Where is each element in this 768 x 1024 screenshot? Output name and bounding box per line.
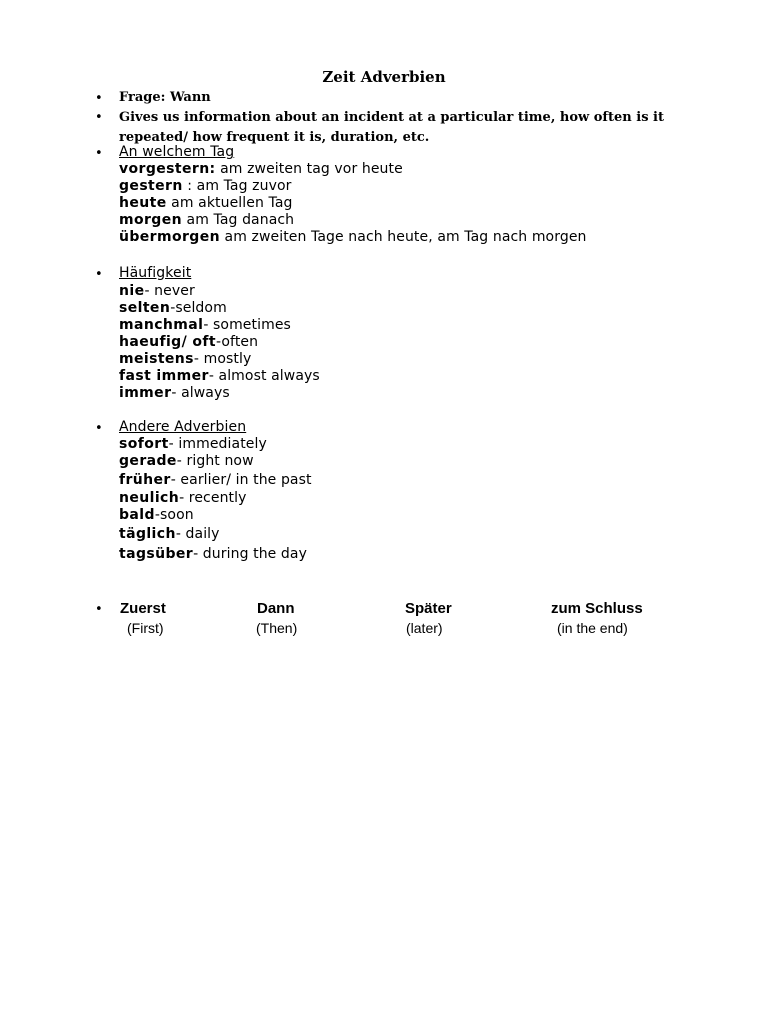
term: übermorgen (119, 229, 220, 245)
frage-line: Frage: Wann (119, 90, 211, 105)
list-item (119, 334, 258, 350)
sequence-word: zum Schluss (551, 600, 643, 617)
term: vorgestern: (119, 161, 216, 177)
bullet-haeufigkeit: • (95, 267, 103, 282)
definition: - almost always (208, 368, 320, 384)
term: haeufig/ oft (119, 334, 216, 350)
list-item (119, 546, 307, 562)
info-line-2: repeated/ how frequent it is, duration, etc. (119, 130, 430, 145)
definition: -often (215, 334, 259, 350)
info-line-1: Gives us information about an incident at a particular time, how often is it (119, 110, 664, 125)
term: selten (119, 300, 171, 316)
sequence-meaning: (First) (127, 620, 164, 636)
sequence-word: Zuerst (120, 600, 166, 617)
list-item (119, 178, 291, 194)
list-item (119, 317, 291, 333)
definition: - sometimes (203, 317, 291, 333)
list-item (119, 300, 227, 316)
definition: - immediately (168, 436, 267, 452)
definition: am aktuellen Tag (166, 195, 293, 211)
term: neulich (119, 490, 180, 506)
term: fast immer (119, 368, 209, 384)
list-item (119, 507, 194, 523)
term: manchmal (119, 317, 204, 333)
sequence-meaning: (later) (406, 620, 443, 636)
bullet-tag: • (95, 146, 103, 161)
section-heading-tag: An welchem Tag (119, 144, 235, 160)
term: früher (119, 472, 171, 488)
definition: - during the day (193, 546, 307, 562)
definition: - earlier/ in the past (170, 472, 312, 488)
list-item (119, 283, 195, 299)
term: sofort (119, 436, 169, 452)
definition: - recently (179, 490, 247, 506)
definition: - mostly (193, 351, 252, 367)
term: morgen (119, 212, 182, 228)
page-title: Zeit Adverbien (322, 68, 446, 86)
list-item (119, 436, 267, 452)
list-item (119, 385, 230, 401)
term: nie (119, 283, 145, 299)
definition: -seldom (170, 300, 227, 316)
term: täglich (119, 526, 176, 542)
section-heading-andere: Andere Adverbien (119, 419, 247, 435)
list-item (119, 526, 220, 542)
definition: am Tag danach (182, 212, 295, 228)
list-item (119, 453, 254, 469)
term: tagsüber (119, 546, 194, 562)
list-item (119, 195, 293, 211)
list-item (119, 490, 247, 506)
list-item (119, 351, 251, 367)
definition: - never (144, 283, 195, 299)
bullet-frage: • (95, 91, 103, 106)
term: gerade (119, 453, 177, 469)
bullet-info: • (95, 110, 103, 125)
list-item (119, 472, 312, 488)
list-item (119, 368, 320, 384)
definition: am zweiten Tage nach heute, am Tag nach morgen (219, 229, 587, 245)
sequence-word: Dann (257, 600, 295, 617)
bullet-sequence: • (95, 602, 103, 617)
definition: - always (171, 385, 230, 401)
term: gestern (119, 178, 183, 194)
list-item (119, 212, 294, 228)
definition: -soon (154, 507, 194, 523)
term: bald (119, 507, 155, 523)
definition: - right now (176, 453, 254, 469)
term: heute (119, 195, 167, 211)
bullet-andere: • (95, 421, 103, 436)
sequence-meaning: (in the end) (557, 620, 628, 636)
list-item (119, 161, 403, 177)
term: immer (119, 385, 172, 401)
definition: am zweiten tag vor heute (215, 161, 403, 177)
definition: - daily (175, 526, 220, 542)
term: meistens (119, 351, 194, 367)
section-heading-haeufigkeit: Häufigkeit (119, 265, 192, 281)
sequence-word: Später (405, 600, 452, 617)
list-item (119, 229, 587, 245)
sequence-meaning: (Then) (256, 620, 298, 636)
definition: : am Tag zuvor (182, 178, 292, 194)
